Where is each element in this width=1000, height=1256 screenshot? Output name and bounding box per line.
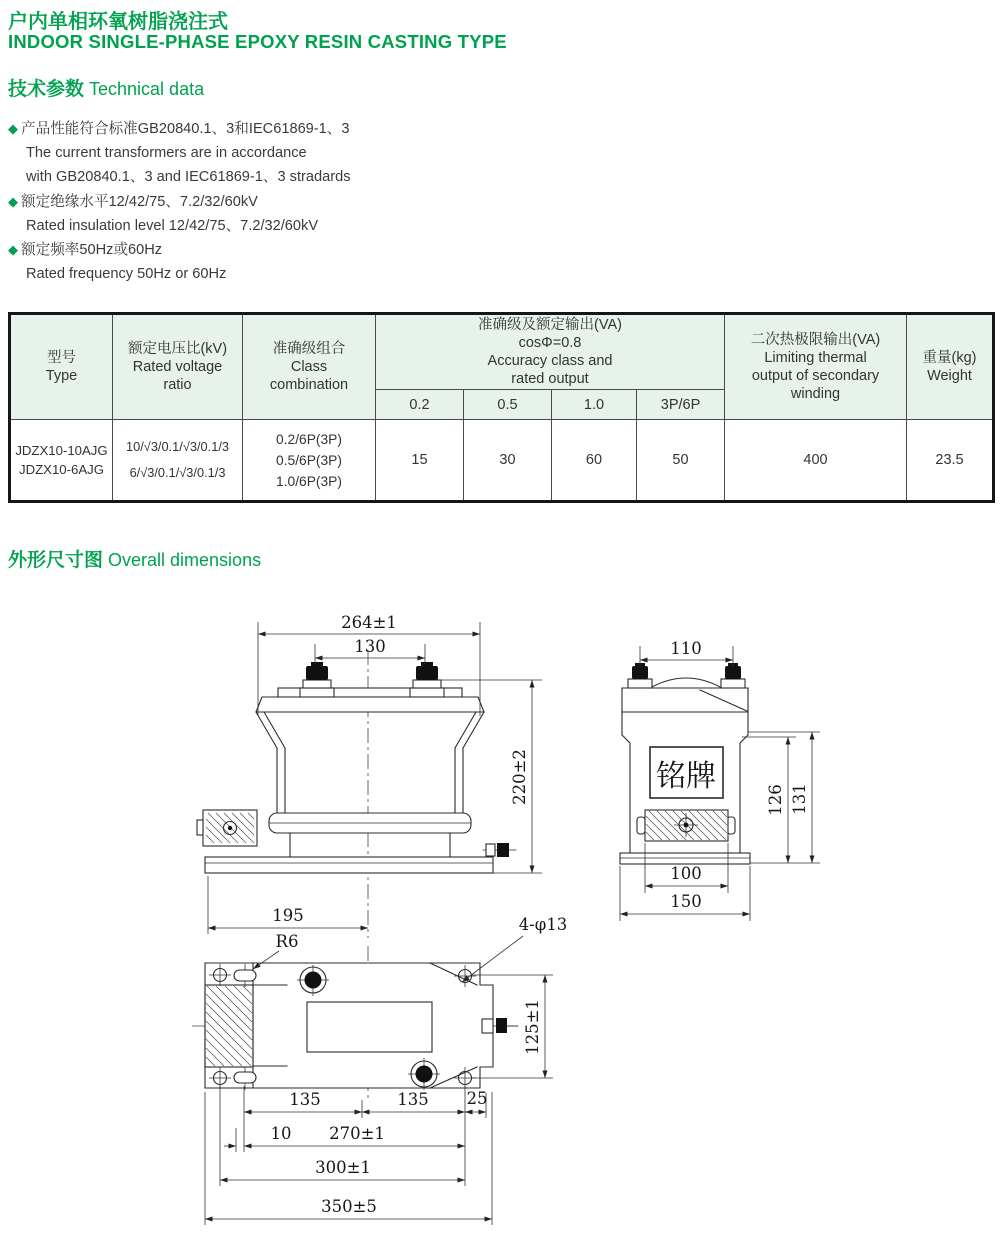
col-header-class-combination: 准确级组合 Class combination bbox=[243, 314, 376, 420]
cell-voltage-ratio: 10/√3/0.1/√3/0.1/3 6/√3/0.1/√3/0.1/3 bbox=[113, 420, 243, 502]
primary-terminal-right bbox=[721, 663, 745, 688]
dim-top-offset: 10 bbox=[270, 1124, 292, 1143]
bullet-insulation bbox=[8, 190, 351, 214]
page-title-zh: 户内单相环氧树脂浇注式 bbox=[8, 11, 228, 33]
cell-thermal-limit: 400 bbox=[725, 420, 907, 502]
dim-side-height-126: 126 bbox=[766, 784, 785, 816]
page-title-en: INDOOR SINGLE-PHASE EPOXY RESIN CASTING TYPE bbox=[8, 31, 507, 52]
section-heading-technical-zh: 技术参数 bbox=[8, 79, 85, 100]
bullet-insulation-zh: 额定绝缘水平12/42/75、7.2/32/60kV bbox=[21, 193, 258, 210]
diamond-bullet-icon: ◆ bbox=[8, 242, 18, 258]
cell-output-1.0: 60 bbox=[552, 420, 637, 502]
cell-output-0.2: 15 bbox=[376, 420, 464, 502]
bullet-standards-zh: 产品性能符合标准GB20840.1、3和IEC61869-1、3 bbox=[21, 121, 350, 137]
dim-top-w2: 300±1 bbox=[315, 1158, 371, 1177]
cell-class-combination: 0.2/6P(3P) 0.5/6P(3P) 1.0/6P(3P) bbox=[243, 420, 376, 502]
dim-top-seg3: 25 bbox=[466, 1089, 488, 1108]
cell-weight: 23.5 bbox=[907, 420, 994, 502]
col-subheader-0.5: 0.5 bbox=[464, 390, 552, 420]
diamond-bullet-icon: ◆ bbox=[8, 193, 18, 209]
primary-terminal-left bbox=[300, 662, 334, 697]
bullet-insulation-en: Rated insulation level 12/42/75、7.2/32/60kV bbox=[26, 217, 319, 234]
table-row bbox=[10, 420, 994, 502]
col-header-type: 型号 Type bbox=[10, 314, 113, 420]
front-view-drawing bbox=[197, 613, 542, 938]
dim-front-terminal-spacing: 130 bbox=[354, 637, 386, 656]
dim-top-w1: 270±1 bbox=[329, 1124, 385, 1143]
bullet-frequency-en: Rated frequency 50Hz or 60Hz bbox=[26, 266, 227, 283]
top-view-drawing bbox=[192, 915, 567, 1225]
dim-side-height-131: 131 bbox=[790, 783, 809, 815]
cell-type: JDZX10-10AJG JDZX10-6AJG bbox=[10, 420, 113, 502]
secondary-terminal-bolt bbox=[483, 843, 516, 857]
section-heading-technical bbox=[8, 74, 204, 101]
dim-top-height: 125±1 bbox=[523, 999, 542, 1055]
col-subheader-0.2: 0.2 bbox=[376, 390, 464, 420]
col-header-thermal-limit: 二次热极限输出(VA) Limiting thermal output of secondary winding bbox=[725, 314, 907, 420]
dim-side-clamp-width: 100 bbox=[670, 864, 702, 883]
diamond-bullet-icon: ◆ bbox=[8, 121, 18, 136]
cell-output-3p6p: 50 bbox=[637, 420, 725, 502]
col-subheader-3p6p: 3P/6P bbox=[637, 390, 725, 420]
bullet-standards-en-line2: with GB20840.1、3 and IEC61869-1、3 stradards bbox=[26, 169, 351, 186]
technical-data-table bbox=[8, 312, 995, 503]
col-subheader-1.0: 1.0 bbox=[552, 390, 637, 420]
nameplate-label: 铭牌 bbox=[656, 759, 716, 794]
col-header-weight: 重量(kg) Weight bbox=[907, 314, 994, 420]
dimension-drawings bbox=[0, 586, 1000, 1256]
primary-terminal-right bbox=[410, 662, 444, 697]
section-heading-dimensions-zh: 外形尺寸图 bbox=[8, 550, 104, 571]
section-heading-dimensions bbox=[8, 545, 261, 572]
section-heading-dimensions-en: Overall dimensions bbox=[108, 550, 262, 570]
bullet-standards-en-line1: The current transformers are in accordance bbox=[26, 145, 307, 162]
dim-side-base-width: 150 bbox=[670, 892, 702, 911]
section-heading-technical-en: Technical data bbox=[89, 79, 205, 99]
bullet-frequency bbox=[8, 238, 351, 262]
label-r6: R6 bbox=[275, 932, 299, 951]
technical-bullet-list bbox=[8, 117, 351, 286]
dim-front-width: 264±1 bbox=[341, 613, 397, 632]
dim-front-height: 220±2 bbox=[510, 749, 529, 805]
core-window bbox=[307, 1002, 432, 1052]
primary-terminal-left bbox=[628, 663, 652, 688]
label-hole-callout: 4-φ13 bbox=[518, 915, 568, 934]
side-view-drawing bbox=[620, 639, 820, 921]
col-header-voltage-ratio: 额定电压比(kV) Rated voltage ratio bbox=[113, 314, 243, 420]
bullet-standards bbox=[8, 117, 351, 141]
dim-top-seg2: 135 bbox=[397, 1090, 429, 1109]
dim-front-base: 195 bbox=[272, 906, 304, 925]
secondary-terminal-bolt bbox=[482, 1018, 518, 1033]
dim-top-seg1: 135 bbox=[289, 1090, 321, 1109]
col-header-accuracy-group: 准确级及额定输出(VA) cosΦ=0.8 Accuracy class and rated output bbox=[376, 314, 725, 390]
cell-output-0.5: 30 bbox=[464, 420, 552, 502]
dim-side-terminal-spacing: 110 bbox=[670, 639, 702, 658]
bullet-frequency-zh: 额定频率50Hz或60Hz bbox=[21, 242, 163, 259]
dim-top-w3: 350±5 bbox=[321, 1197, 377, 1216]
